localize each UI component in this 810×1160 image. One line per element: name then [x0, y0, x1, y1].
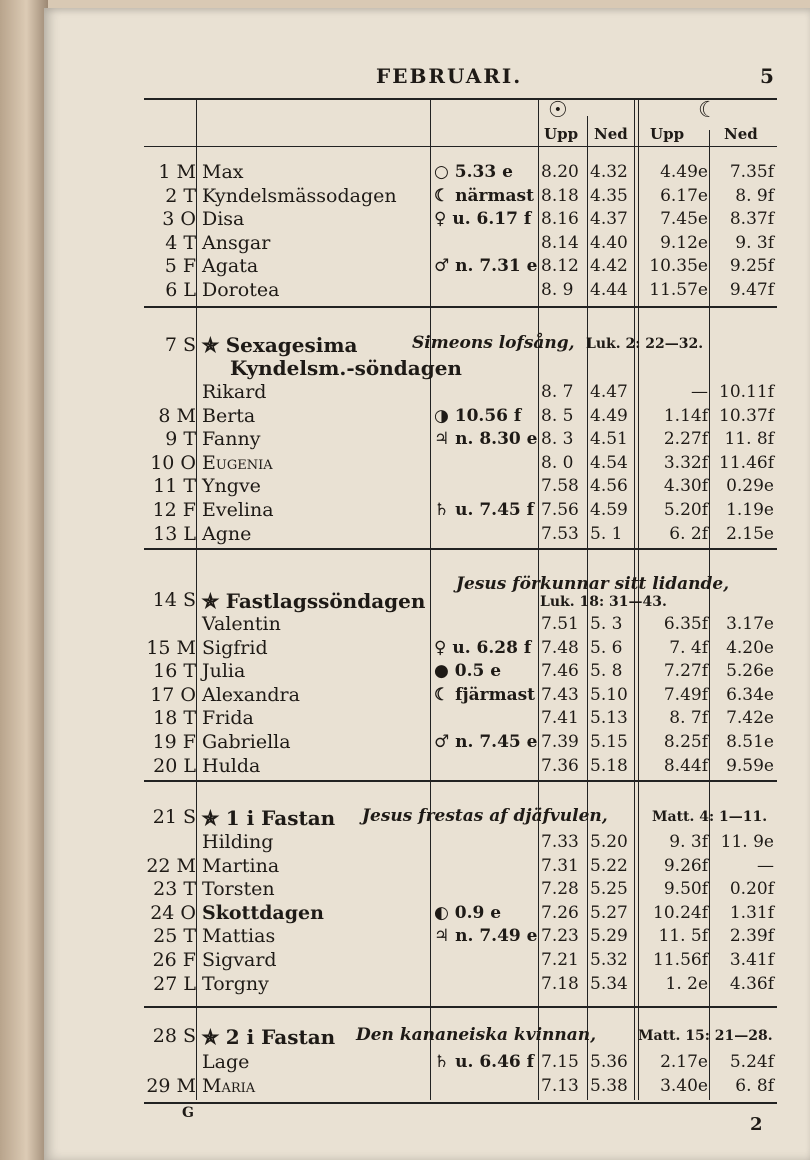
month-title: FEBRUARI. [376, 64, 523, 88]
sunset: 5.29 [590, 926, 628, 947]
name-day: Ansgar [202, 231, 271, 254]
moonset: 11. 8f [724, 429, 774, 450]
name-day: Mattias [202, 925, 276, 948]
moonrise: 6.17e [660, 185, 708, 206]
astro-event: ♃ n. 7.49 e [434, 926, 538, 947]
sunday-day: 21 S [152, 806, 196, 828]
sunday-title: ✯ 1 i Fastan [202, 806, 336, 830]
day-label: 22 M [146, 854, 196, 877]
astro-event: ♃ n. 8.30 e [434, 429, 538, 450]
day-row [144, 451, 777, 475]
day-label: 8 M [158, 404, 196, 427]
day-label: 6 L [165, 279, 196, 301]
moonrise: 9.26f [663, 855, 708, 876]
day-row [144, 427, 777, 451]
sunrise: 7.39 [541, 732, 579, 752]
day-row [144, 254, 777, 278]
moonrise: 1.14f [663, 405, 708, 426]
gospel-reference: Luk. 18: 31—43. [540, 594, 667, 610]
moonset: 5.24f [729, 1052, 774, 1072]
moonrise: 3.32f [663, 452, 708, 473]
sunset: 4.47 [590, 382, 628, 402]
sunset: 5. 8 [590, 661, 623, 682]
moonset: 3.17e [726, 614, 774, 634]
moonrise: 2.27f [663, 429, 708, 450]
moonrise: 4.49e [660, 162, 708, 182]
moon-down-header: Ned [724, 125, 758, 143]
moonset: 1.31f [729, 902, 774, 923]
sunrise: 8. 9 [541, 280, 574, 300]
sunset: 5.27 [590, 902, 628, 923]
moonset: 3.41f [729, 950, 774, 970]
day-row [144, 1074, 777, 1098]
day-row [144, 612, 777, 636]
moonrise: 9.50f [663, 879, 708, 900]
name-day: Kyndelsmässodagen [202, 184, 397, 207]
astro-event: ◑ 10.56 f [434, 405, 522, 426]
moonrise: 6.35f [663, 614, 708, 634]
sun-icon: ☉ [548, 98, 568, 123]
sunday-title: ✯ Fastlagssöndagen [202, 589, 426, 613]
moonrise: 9.12e [660, 232, 708, 253]
name-day: Lage [202, 1051, 250, 1073]
name-day: Julia [202, 660, 246, 683]
name-day: Torgny [202, 972, 269, 995]
day-row [144, 380, 777, 404]
sunset: 5.38 [590, 1075, 628, 1096]
name-day: Yngve [202, 475, 261, 498]
astro-event: ☾ närmast [434, 185, 534, 206]
name-day: Sigvard [202, 949, 277, 971]
sunrise: 7.56 [541, 500, 579, 520]
name-day: Valentin [202, 613, 281, 635]
name-day: Eugenia [202, 451, 273, 474]
sunset: 4.51 [590, 429, 628, 450]
moonset: 9.47f [729, 280, 774, 300]
moonrise: 10.24f [653, 902, 708, 923]
name-day: Sigfrid [202, 636, 268, 659]
moonrise: 2.17e [660, 1052, 708, 1072]
name-day: Alexandra [202, 683, 300, 706]
sunset: 5.36 [590, 1052, 628, 1072]
sunday-subtitle: Kyndelsm.-söndagen [230, 356, 462, 380]
week-1-rule [144, 306, 777, 308]
sunset: 5.25 [590, 879, 628, 900]
sunset: 5. 6 [590, 637, 623, 658]
sunday-day: 28 S [152, 1025, 196, 1047]
name-day: Evelina [202, 499, 274, 521]
sunset: 4.40 [590, 232, 628, 253]
sunrise: 8.12 [541, 256, 579, 277]
day-row [144, 972, 777, 996]
page-number: 5 [760, 64, 774, 88]
sunset: 4.56 [590, 476, 628, 497]
astro-event: ♄ u. 6.46 f [434, 1052, 534, 1072]
day-row [144, 207, 777, 231]
day-row [144, 231, 777, 255]
moonrise: 3.40e [660, 1075, 708, 1096]
moon-up-header: Upp [650, 125, 685, 143]
sun-up-header: Upp [544, 125, 579, 143]
gospel-text: Jesus frestas af djäfvulen, [362, 806, 608, 826]
sunrise: 7.23 [541, 926, 579, 947]
name-day: Fanny [202, 428, 261, 451]
day-row [144, 636, 777, 660]
sunrise: 7.53 [541, 523, 579, 544]
day-label: 26 F [152, 949, 196, 971]
sunrise: 7.51 [541, 614, 579, 634]
day-label: 27 L [153, 972, 196, 995]
gospel-text: Jesus förkunnar sitt lidande, [456, 574, 730, 594]
sunset: 5.18 [590, 755, 628, 776]
sunset: 5.34 [590, 973, 628, 994]
moonrise: 11.56f [653, 950, 708, 970]
moonrise: — [691, 382, 708, 402]
moonset: 6.34e [726, 684, 774, 705]
sunrise: 7.28 [541, 879, 579, 900]
day-label: 11 T [153, 475, 196, 498]
name-day: Dorotea [202, 279, 280, 301]
sunday-day: 7 S [164, 334, 196, 356]
moonset: 10.11f [719, 382, 774, 402]
moonset: 8. 9f [735, 185, 774, 206]
moonrise: 4.30f [663, 476, 708, 497]
sunrise: 7.21 [541, 950, 579, 970]
moonset: 8.37f [729, 209, 774, 230]
sunset: 4.37 [590, 209, 628, 230]
moonrise: 7.27f [663, 661, 708, 682]
moonrise: 9. 3f [669, 832, 708, 852]
day-row [144, 160, 777, 184]
sun-down-header: Ned [594, 125, 628, 143]
sunrise: 7.58 [541, 476, 579, 497]
moonset: 7.42e [726, 708, 774, 729]
moonset: 0.20f [729, 879, 774, 900]
name-day: Gabriella [202, 731, 291, 753]
day-label: 19 F [152, 731, 196, 753]
sunset: 4.49 [590, 405, 628, 426]
sunset: 4.42 [590, 256, 628, 277]
day-label: 5 F [164, 255, 196, 278]
moonset: 8.51e [726, 732, 774, 752]
sunrise: 8. 0 [541, 452, 574, 473]
moonset: 4.36f [729, 973, 774, 994]
astro-event: ♂ n. 7.31 e [434, 256, 538, 277]
gospel-reference: Luk. 2: 22—32. [586, 336, 704, 352]
moonrise: 7. 4f [669, 637, 708, 658]
sunrise: 7.18 [541, 973, 579, 994]
gospel-reference: Matt. 4: 1—11. [652, 809, 768, 825]
sunrise: 7.13 [541, 1075, 579, 1096]
day-row [144, 730, 777, 754]
sheet-number: 2 [750, 1114, 763, 1135]
sunset: 4.54 [590, 452, 628, 473]
moonset: 6. 8f [735, 1075, 774, 1096]
moonset: 0.29e [726, 476, 774, 497]
sunday-title: ✯ Sexagesima [202, 333, 358, 357]
sunrise: 8. 3 [541, 429, 574, 450]
moonrise: 8. 7f [669, 708, 708, 729]
moonrise: 7.45e [660, 209, 708, 230]
day-row [144, 901, 777, 925]
moonset: 4.20e [726, 637, 774, 658]
calendar-page [44, 8, 810, 1160]
day-row [144, 706, 777, 730]
day-label: 20 L [153, 754, 196, 777]
sunset: 5.13 [590, 708, 628, 729]
moonset: 11.46f [719, 452, 774, 473]
day-row [144, 877, 777, 901]
day-label: 4 T [165, 231, 196, 254]
day-label: 15 M [146, 636, 196, 659]
moonset: — [757, 855, 774, 876]
name-day: Torsten [202, 878, 275, 901]
name-day: Berta [202, 404, 256, 427]
moonrise: 8.25f [663, 732, 708, 752]
sunset: 5. 1 [590, 523, 623, 544]
sunset: 5.22 [590, 855, 628, 876]
astro-event: ♀ u. 6.28 f [434, 637, 532, 658]
sunset: 4.35 [590, 185, 628, 206]
sunset: 5.15 [590, 732, 628, 752]
sunrise: 7.26 [541, 902, 579, 923]
day-row [144, 854, 777, 878]
name-day: Disa [202, 208, 245, 231]
moon-icon: ☾ [698, 98, 718, 123]
name-day: Maria [202, 1074, 256, 1097]
astro-event: ● 0.5 e [434, 661, 502, 682]
moonrise: 5.20f [663, 500, 708, 520]
name-day: Frida [202, 707, 254, 730]
day-label: 25 T [153, 925, 196, 948]
moonrise: 1. 2e [665, 973, 708, 994]
day-row [144, 924, 777, 948]
moonset: 7.35f [729, 162, 774, 182]
day-label: 24 O [150, 901, 196, 924]
signature-mark: G [182, 1105, 194, 1121]
day-label: 1 M [158, 161, 196, 183]
day-label: 9 T [165, 428, 196, 451]
sunrise: 7.15 [541, 1052, 579, 1072]
day-row [144, 830, 777, 854]
sunrise: 7.46 [541, 661, 579, 682]
moonset: 9. 3f [735, 232, 774, 253]
sunrise: 7.36 [541, 755, 579, 776]
astro-event: ♀ u. 6.17 f [434, 209, 532, 230]
sunrise: 8.16 [541, 209, 579, 230]
day-row [144, 522, 777, 546]
day-label: 16 T [153, 660, 196, 683]
sunrise: 7.43 [541, 684, 579, 705]
moonrise: 11.57e [649, 280, 708, 300]
astro-event: ♂ n. 7.45 e [434, 732, 538, 752]
moonrise: 8.44f [663, 755, 708, 776]
day-row [144, 404, 777, 428]
name-day: Martina [202, 854, 280, 877]
day-label: 2 T [165, 184, 196, 207]
gospel-text: Simeons lofsång, [412, 333, 575, 353]
day-row [144, 1050, 777, 1074]
day-row [144, 498, 777, 522]
day-label: 12 F [152, 499, 196, 521]
sunset: 5.20 [590, 832, 628, 852]
week-2-rule [144, 548, 777, 550]
sunset: 4.59 [590, 500, 628, 520]
day-label: 3 O [162, 208, 196, 231]
sunday-day: 14 S [152, 589, 196, 611]
day-row [144, 948, 777, 972]
name-day: Agata [202, 255, 259, 278]
astro-event: ☾ fjärmast [434, 684, 536, 705]
moonrise: 10.35e [649, 256, 708, 277]
moonset: 5.26e [726, 661, 774, 682]
name-day: Hulda [202, 754, 261, 777]
sunrise: 8.18 [541, 185, 579, 206]
moonrise: 6. 2f [669, 523, 708, 544]
day-row [144, 659, 777, 683]
name-day: Max [202, 161, 244, 183]
sunday-title: ✯ 2 i Fastan [202, 1025, 336, 1049]
week-4-rule [144, 1006, 777, 1008]
sunrise: 8. 5 [541, 405, 574, 426]
day-label: 17 O [150, 683, 196, 706]
moonrise: 11. 5f [658, 926, 708, 947]
sunrise: 8. 7 [541, 382, 574, 402]
week-3-rule [144, 780, 777, 782]
sunrise: 8.14 [541, 232, 579, 253]
almanac-table [144, 98, 777, 1104]
moonset: 10.37f [719, 405, 774, 426]
moonrise: 7.49f [663, 684, 708, 705]
day-label: 23 T [153, 878, 196, 901]
day-label: 18 T [153, 707, 196, 730]
astro-event: ◐ 0.9 e [434, 902, 502, 923]
gospel-text: Den kananeiska kvinnan, [356, 1025, 597, 1045]
day-row [144, 474, 777, 498]
header-rule [144, 146, 777, 147]
sunrise: 7.33 [541, 832, 579, 852]
day-label: 10 O [150, 451, 196, 474]
sunset: 5.32 [590, 950, 628, 970]
moonset: 2.15e [726, 523, 774, 544]
day-row [144, 184, 777, 208]
name-day: Hilding [202, 831, 274, 853]
moonset: 9.25f [729, 256, 774, 277]
moonset: 2.39f [729, 926, 774, 947]
previous-page-edge [0, 0, 48, 1160]
day-label: 29 M [146, 1074, 196, 1097]
sunrise: 7.48 [541, 637, 579, 658]
sunset: 4.32 [590, 162, 628, 182]
sunrise: 7.31 [541, 855, 579, 876]
moonset: 9.59e [726, 755, 774, 776]
gospel-reference: Matt. 15: 21—28. [638, 1028, 773, 1044]
name-day: Rikard [202, 381, 267, 403]
day-row [144, 683, 777, 707]
name-day: Agne [202, 522, 252, 545]
sunset: 4.44 [590, 280, 628, 300]
astro-event: ○ 5.33 e [434, 162, 513, 182]
sunrise: 8.20 [541, 162, 579, 182]
day-row [144, 278, 777, 302]
moonset: 1.19e [726, 500, 774, 520]
name-day: Skottdagen [202, 901, 324, 924]
day-row [144, 754, 777, 778]
day-label: 13 L [153, 522, 196, 545]
sunset: 5. 3 [590, 614, 623, 634]
sunrise: 7.41 [541, 708, 579, 729]
moonset: 11. 9e [720, 832, 774, 852]
sunset: 5.10 [590, 684, 628, 705]
astro-event: ♄ u. 7.45 f [434, 500, 534, 520]
